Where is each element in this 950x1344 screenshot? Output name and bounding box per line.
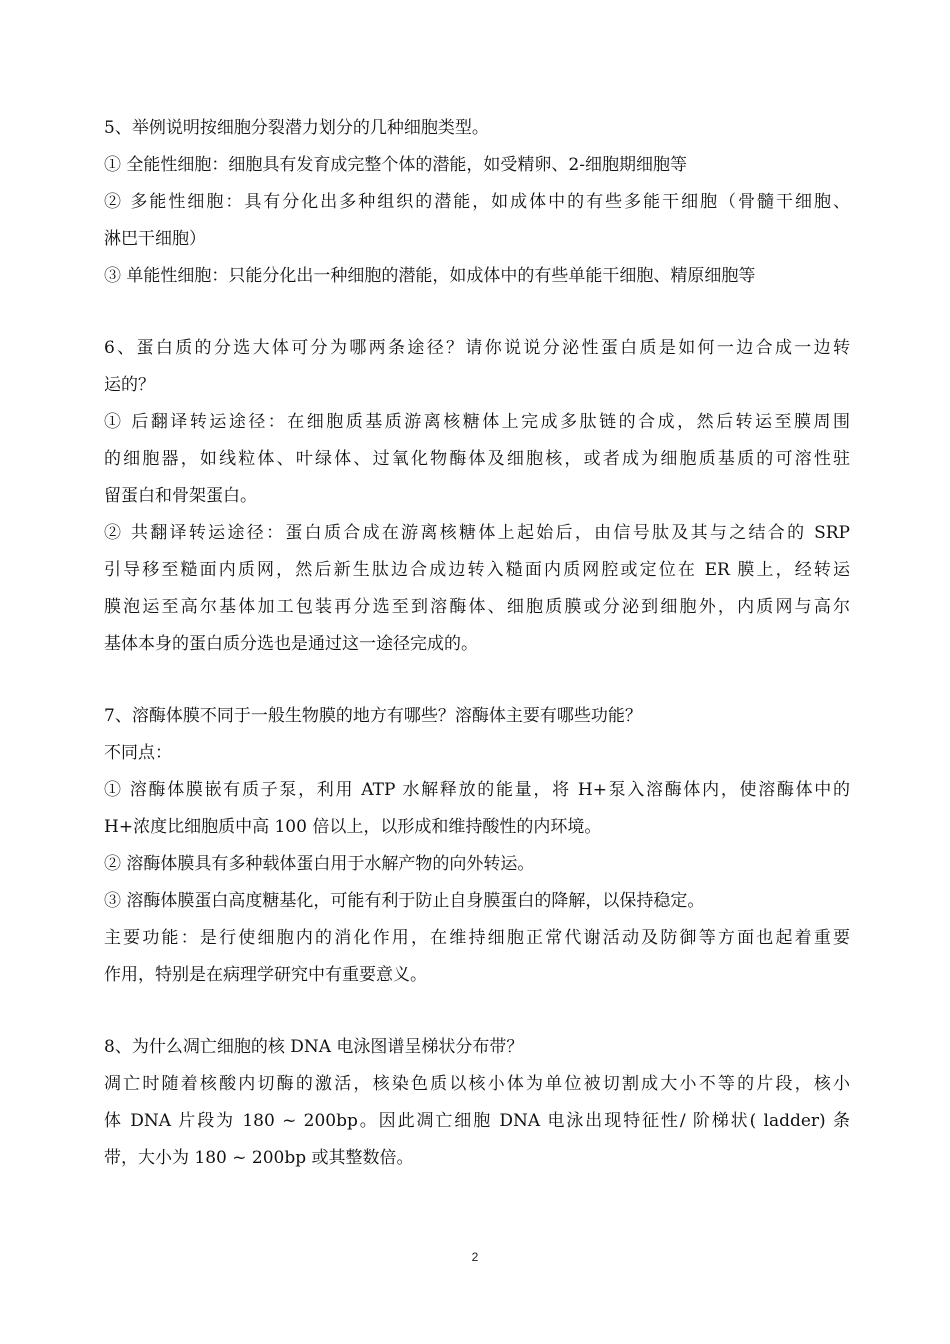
section-gap (104, 994, 850, 1029)
answer-line: ③ 溶酶体膜蛋白高度糖基化，可能有利于防止自身膜蛋白的降解，以保持稳定。 (104, 891, 705, 911)
answer-line: 引导移至糙面内质网，然后新生肽边合成边转入糙面内质网腔或定位在 ER 膜上，经转运 (104, 560, 850, 580)
question-8 (104, 1029, 850, 1177)
answer-line: 膜泡运至高尔基体加工包装再分选至到溶酶体、细胞质膜或分泌到细胞外，内质网与高尔 (104, 597, 850, 617)
answer-line: ② 溶酶体膜具有多种载体蛋白用于水解产物的向外转运。 (104, 854, 535, 874)
answer-line: ① 溶酶体膜嵌有质子泵，利用 ATP 水解释放的能量，将 H+泵入溶酶体内，使溶酶体中的 (104, 780, 850, 800)
answer-line: 留蛋白和骨架蛋白。 (104, 486, 257, 506)
question-title: 7、溶酶体膜不同于一般生物膜的地方有哪些？溶酶体主要有哪些功能？ (104, 706, 642, 726)
answer-line: 作用，特别是在病理学研究中有重要意义。 (104, 965, 427, 985)
answer-line: ③ 单能性细胞：只能分化出一种细胞的潜能，如成体中的有些单能干细胞、精原细胞等 (104, 266, 756, 286)
question-title: 运的？ (104, 375, 155, 395)
answer-line: 不同点： (104, 743, 172, 763)
question-title: 6、蛋白质的分选大体可分为哪两条途径？请你说说分泌性蛋白质是如何一边合成一边转 (104, 338, 850, 358)
answer-line: 基体本身的蛋白质分选也是通过这一途径完成的。 (104, 634, 478, 654)
answer-line: 凋亡时随着核酸内切酶的激活，核染色质以核小体为单位被切割成大小不等的片段，核小 (104, 1074, 850, 1094)
answer-line: 的细胞器，如线粒体、叶绿体、过氧化物酶体及细胞核，或者成为细胞质基质的可溶性驻 (104, 449, 850, 469)
answer-line: ② 共翻译转运途径：蛋白质合成在游离核糖体上起始后，由信号肽及其与之结合的 SRP (104, 523, 850, 543)
answer-line: ② 多能性细胞：具有分化出多种组织的潜能，如成体中的有些多能干细胞（骨髓干细胞、 (104, 192, 850, 212)
answer-line: 淋巴干细胞） (104, 229, 206, 249)
answer-line: 体 DNA 片段为 180 ~ 200bp。因此凋亡细胞 DNA 电泳出现特征性/ 阶梯状( ladder) 条 (104, 1111, 850, 1131)
document-body (104, 110, 850, 1177)
question-6 (104, 330, 850, 663)
page-number: 2 (471, 1250, 479, 1264)
question-title: 5、举例说明按细胞分裂潜力划分的几种细胞类型。 (104, 118, 489, 138)
section-gap (104, 295, 850, 330)
answer-line: ① 后翻译转运途径：在细胞质基质游离核糖体上完成多肽链的合成，然后转运至膜周围 (104, 412, 850, 432)
question-5 (104, 110, 850, 295)
answer-line: ① 全能性细胞：细胞具有发育成完整个体的潜能，如受精卵、2-细胞期细胞等 (104, 155, 687, 175)
answer-line: H+浓度比细胞质中高 100 倍以上，以形成和维持酸性的内环境。 (104, 817, 602, 837)
section-gap (104, 663, 850, 698)
question-title: 8、为什么凋亡细胞的核 DNA 电泳图谱呈梯状分布带？ (104, 1037, 524, 1057)
answer-line: 带，大小为 180 ~ 200bp 或其整数倍。 (104, 1148, 414, 1168)
question-7 (104, 698, 850, 994)
answer-line: 主要功能：是行使细胞内的消化作用，在维持细胞正常代谢活动及防御等方面也起着重要 (104, 928, 850, 948)
